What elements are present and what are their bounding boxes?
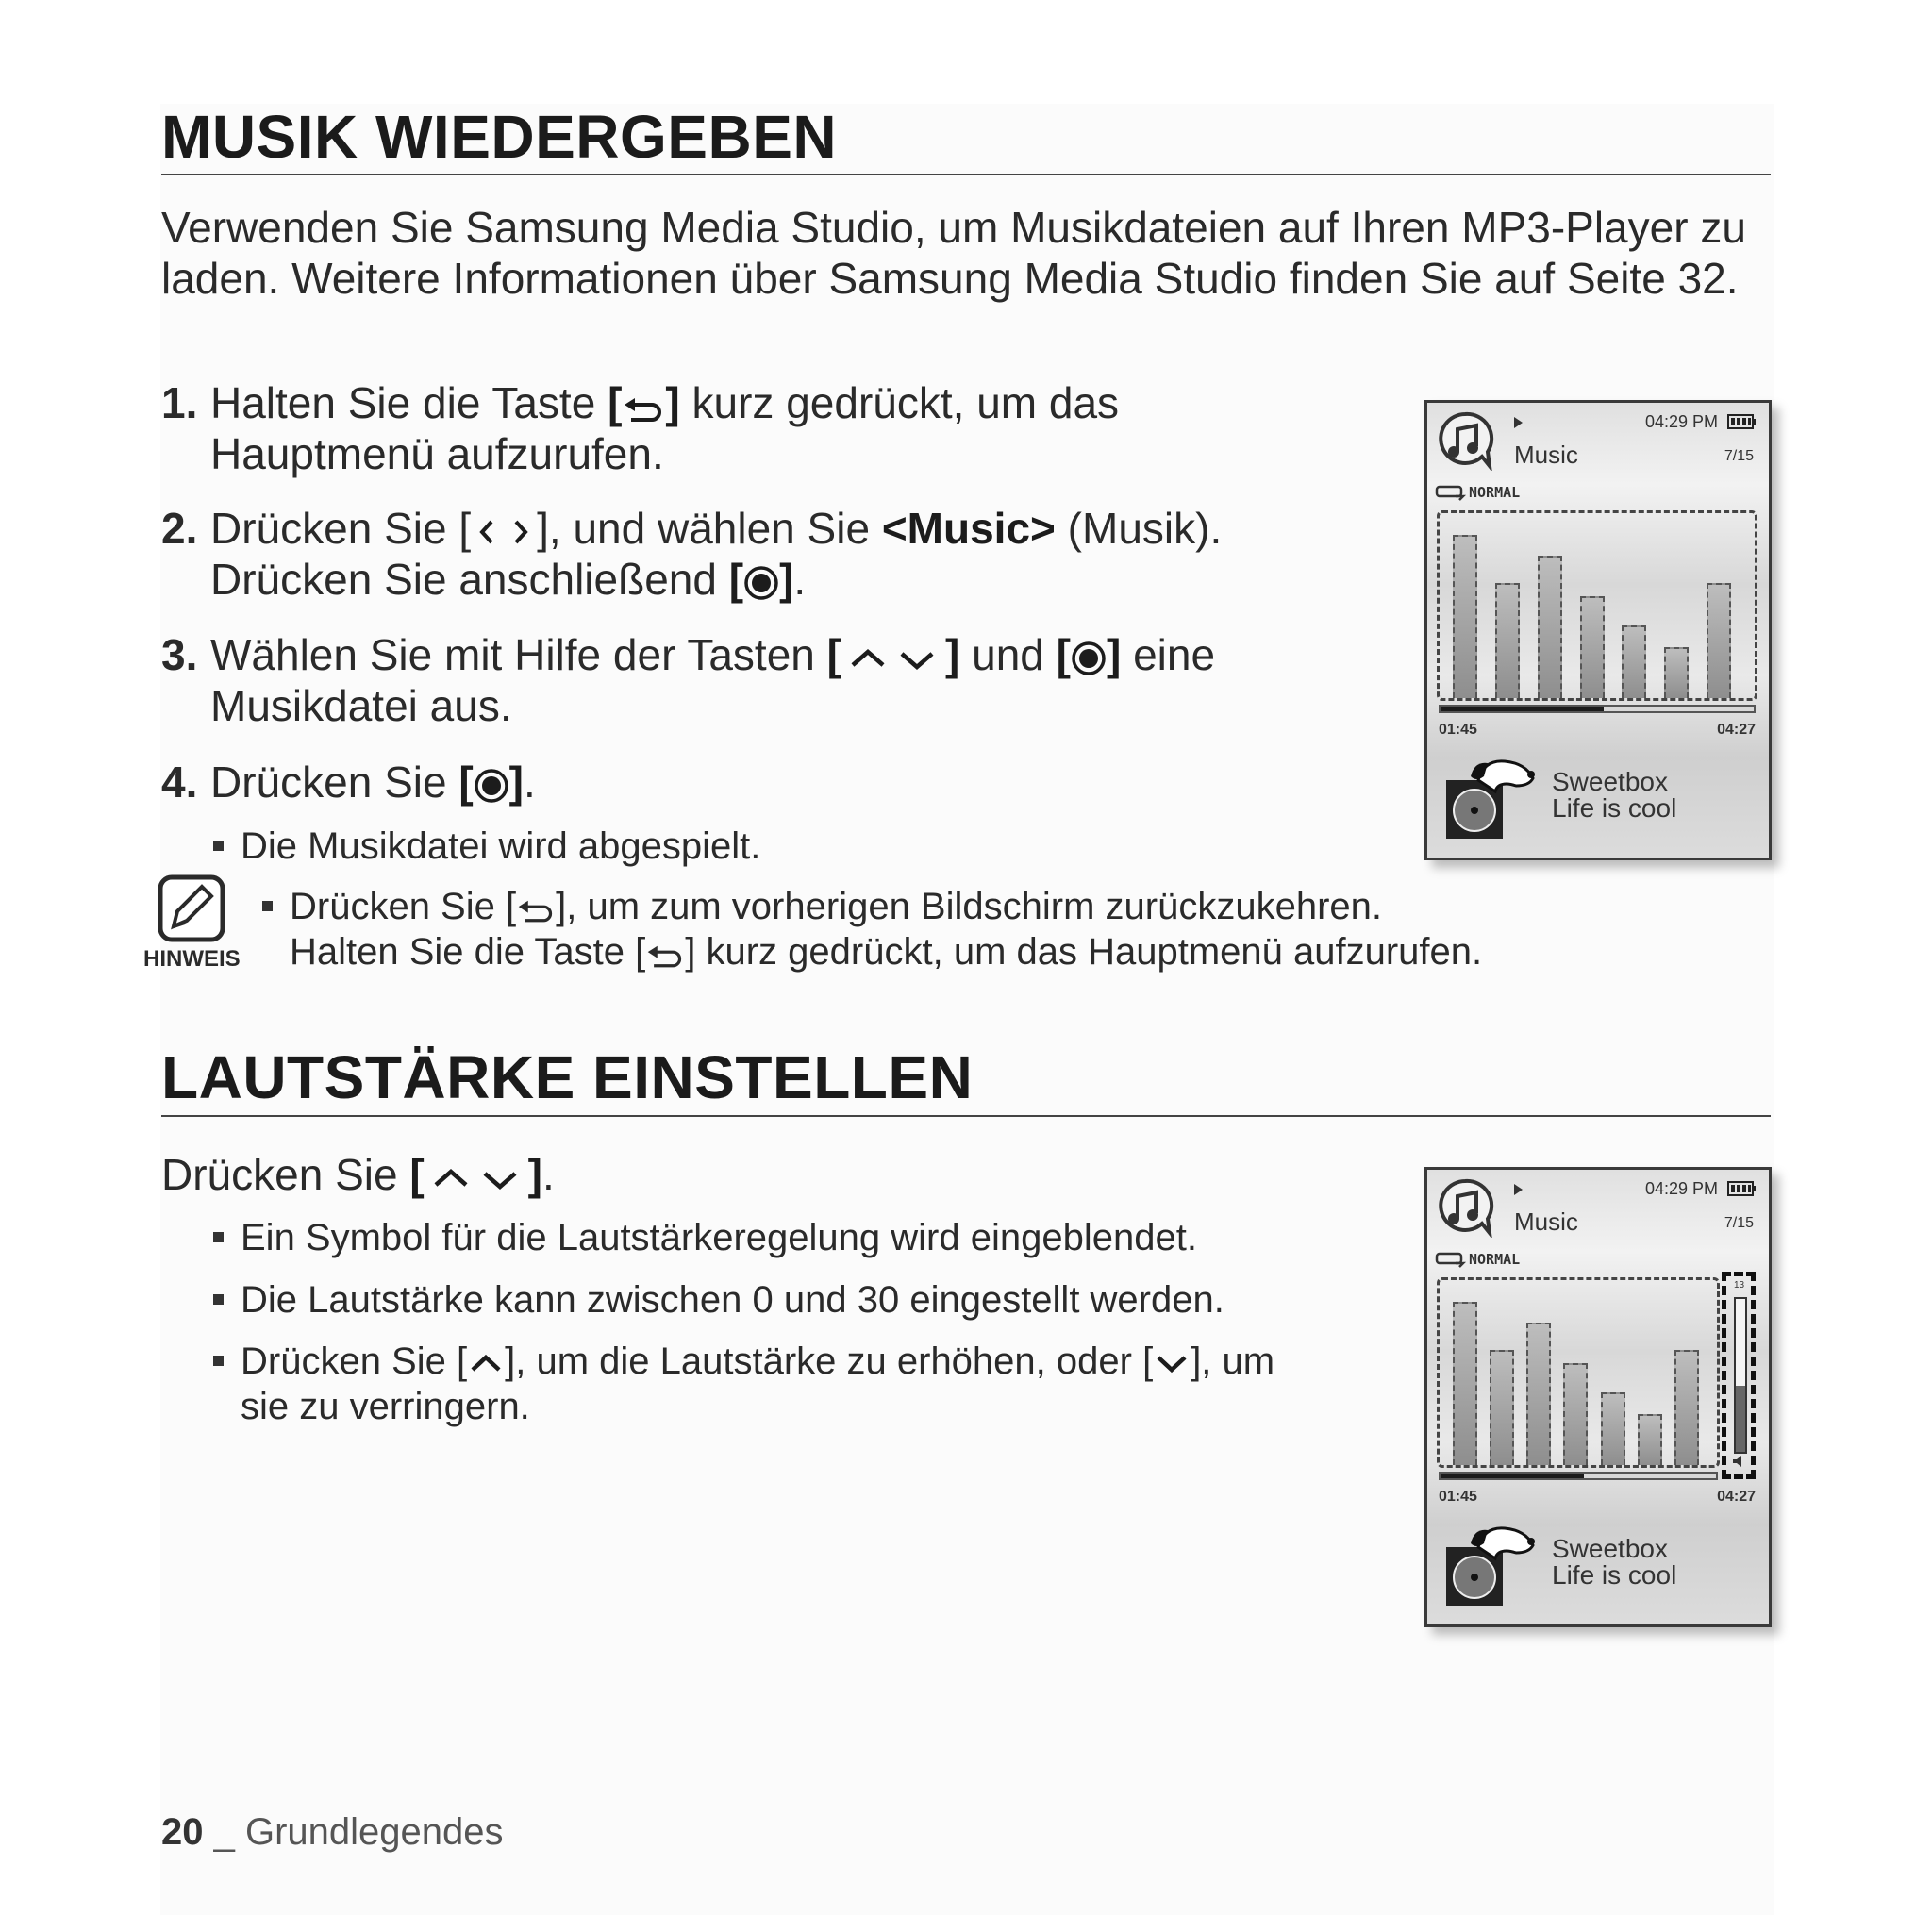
note-label: HINWEIS: [143, 946, 241, 972]
equalizer-bar: [1674, 1350, 1699, 1465]
chapter-name: Grundlegendes: [244, 1811, 504, 1853]
equalizer-bar: [1622, 625, 1646, 698]
page-background: [160, 104, 1774, 1915]
elapsed-time: 01:45: [1439, 1489, 1477, 1505]
back-key-icon: [645, 939, 685, 969]
equalizer-bar: [1601, 1392, 1625, 1465]
repeat-icon: [1435, 484, 1469, 501]
bullet-square: [213, 841, 224, 851]
up-key-icon: [467, 1349, 505, 1377]
equalizer-frame: [1437, 1277, 1720, 1468]
step-3: 3. Wählen Sie mit Hilfe der Tasten [ ] und [ ] eine Musikdatei aus.: [161, 630, 1216, 730]
select-key-icon: [474, 768, 509, 804]
note-text: Drücken Sie [ ], um zum vorherigen Bildschirm zurückzukehren. Halten Sie die Taste [ ] kurz gedrückt, um das Hauptmenü aufzurufen.: [262, 884, 1677, 974]
equalizer-bar: [1563, 1363, 1588, 1465]
progress-fill: [1441, 1474, 1584, 1478]
back-key-icon: [516, 893, 556, 924]
battery-icon: [1727, 1181, 1756, 1196]
equalizer-bar: [1453, 535, 1477, 698]
album-art-dog-icon: [1441, 1519, 1539, 1613]
play-indicator-icon: [1512, 416, 1524, 429]
song-title: Life is cool: [1552, 793, 1677, 823]
back-key-icon: [622, 391, 665, 423]
bullet-square: [213, 1232, 224, 1242]
equalizer-bar: [1664, 647, 1689, 698]
equalizer-bar: [1638, 1414, 1662, 1465]
equalizer-bar: [1526, 1323, 1551, 1465]
music-note-icon: [1435, 410, 1495, 471]
bullet-square: [213, 1356, 224, 1366]
bullet-square: [262, 901, 273, 911]
down-key-icon: [1153, 1349, 1191, 1377]
step-1: 1. Halten Sie die Taste [ ] kurz gedrückt, um das Hauptmenü aufzurufen.: [161, 378, 1120, 478]
bullet-volume-symbol: Ein Symbol für die Lautstärkeregelung wird eingeblendet.: [213, 1215, 1197, 1260]
equalizer-frame: [1437, 510, 1757, 701]
volume-track: [1734, 1297, 1747, 1454]
player-screen-music: [1424, 400, 1772, 860]
equalizer-bar: [1580, 596, 1605, 698]
equalizer-bar: [1490, 1350, 1514, 1465]
music-note-icon: [1435, 1177, 1495, 1238]
section-title-lautstaerke: LAUTSTÄRKE EINSTELLEN: [161, 1043, 974, 1111]
play-indicator-icon: [1512, 1183, 1524, 1196]
bullet-volume-range: Die Lautstärke kann zwischen 0 und 30 eingestellt werden.: [213, 1277, 1224, 1323]
step-4: 4. Drücken Sie [ ].: [161, 758, 536, 807]
volume-fill: [1736, 1386, 1745, 1452]
volume-control[interactable]: [1722, 1272, 1756, 1479]
up-down-key-icon: [425, 1162, 528, 1194]
album-art-dog-icon: [1441, 752, 1539, 846]
music-label: Music: [1514, 441, 1578, 469]
title-rule: [161, 174, 1771, 175]
bullet-music-played: Die Musikdatei wird abgespielt.: [213, 824, 760, 869]
select-key-icon: [743, 565, 779, 601]
page-footer: 20 _ Grundlegendes: [161, 1811, 504, 1853]
progress-fill: [1441, 707, 1604, 711]
track-count: 7/15: [1724, 1215, 1754, 1231]
total-time: 04:27: [1717, 1489, 1756, 1505]
bullet-volume-keys: Drücken Sie [ ], um die Lautstärke zu erhöhen, oder [ ], um sie zu verringern.: [213, 1339, 1392, 1429]
music-label: Music: [1514, 1208, 1578, 1236]
elapsed-time: 01:45: [1439, 722, 1477, 738]
bullet-square: [213, 1294, 224, 1305]
volume-level: 13: [1734, 1280, 1745, 1291]
track-count: 7/15: [1724, 448, 1754, 464]
left-right-key-icon: [471, 516, 537, 548]
equalizer-bar: [1453, 1302, 1477, 1465]
player-screen-volume: [1424, 1167, 1772, 1627]
play-mode: NORMAL: [1469, 484, 1521, 501]
title-rule: [161, 1115, 1771, 1117]
equalizer-bar: [1538, 556, 1562, 698]
volume-intro: Drücken Sie [ ].: [161, 1150, 555, 1199]
artist-name: Sweetbox: [1552, 1534, 1668, 1563]
page-number: 20: [161, 1811, 204, 1853]
progress-track: [1439, 1472, 1718, 1480]
intro-paragraph: Verwenden Sie Samsung Media Studio, um Musikdateien auf Ihren MP3-Player zu laden. Weitere Informationen über Samsung Media Studio finden Sie auf Seite 32.: [161, 203, 1746, 303]
select-key-icon: [1071, 641, 1107, 676]
up-down-key-icon: [841, 642, 945, 675]
clock-text: 04:29 PM: [1644, 412, 1718, 431]
speaker-icon: [1732, 1456, 1747, 1467]
equalizer-bar: [1707, 583, 1731, 698]
equalizer-bar: [1495, 583, 1520, 698]
repeat-icon: [1435, 1251, 1469, 1268]
progress-track: [1439, 705, 1756, 713]
note-pencil-icon: [157, 874, 226, 943]
song-title: Life is cool: [1552, 1560, 1677, 1590]
artist-name: Sweetbox: [1552, 767, 1668, 796]
clock-text: 04:29 PM: [1644, 1179, 1718, 1198]
play-mode: NORMAL: [1469, 1251, 1521, 1268]
section-title-musik: MUSIK WIEDERGEBEN: [161, 103, 838, 171]
total-time: 04:27: [1717, 722, 1756, 738]
battery-icon: [1727, 414, 1756, 429]
step-2: 2. Drücken Sie [ ], und wählen Sie <Music> (Musik). Drücken Sie anschließend [ ].: [161, 504, 1223, 604]
